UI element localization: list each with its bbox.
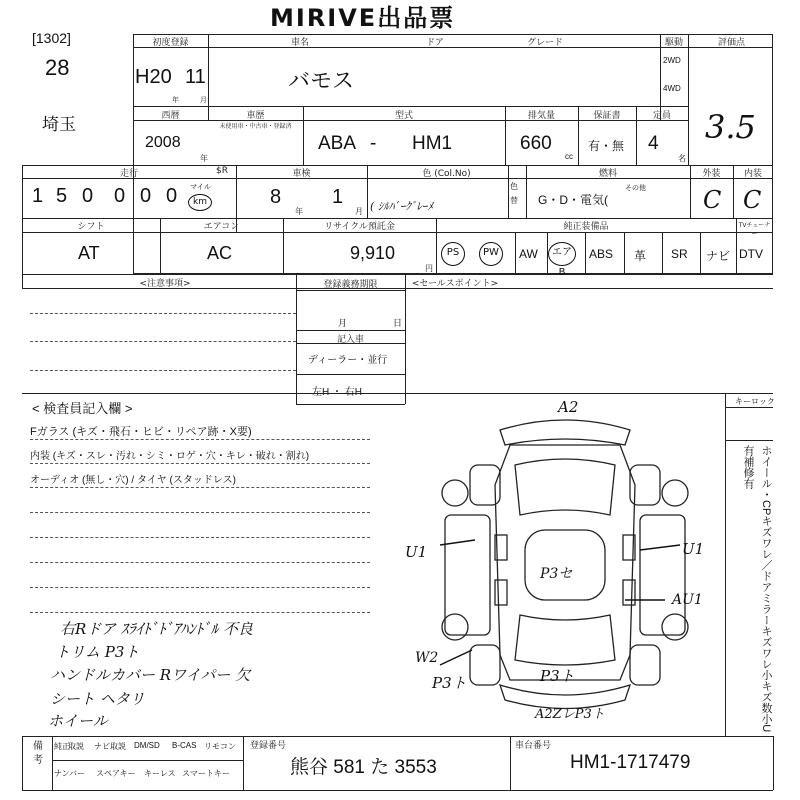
label-tuner: TVチューナー [738, 222, 771, 238]
equipment-aw: AW [519, 247, 538, 261]
displacement-unit: cc [565, 152, 573, 161]
footer-item: スペアキー [96, 769, 136, 778]
inspector-hand-5: ホイール [48, 712, 108, 730]
label-inspector: < 検査員記入欄 > [32, 401, 133, 416]
label-shift: シフト [77, 222, 105, 232]
color-side: 色替 [510, 182, 518, 205]
mileage-digit: 5 [56, 185, 68, 207]
shaken-year: 8 [270, 186, 282, 208]
label-chassis: 車台番号 [515, 741, 552, 751]
mark-au1-right: AU1 [672, 592, 703, 608]
fuel-other: その他 [625, 185, 646, 192]
recycle-yen: 円 [425, 264, 433, 273]
reg-day: 日 [393, 318, 403, 328]
mark-u1-left: U1 [405, 543, 428, 561]
car-name: バモス [288, 68, 355, 93]
mileage-digit: 0 [82, 185, 94, 207]
interior-grade: C [743, 186, 762, 214]
footer-item: リモコン [204, 742, 236, 751]
sheet-title: MIRIVE出品票 [270, 4, 456, 32]
label-door: ドア [426, 38, 444, 48]
label-exterior: 外装 [702, 169, 721, 179]
footer-item: キーレス [144, 769, 176, 778]
mileage-digit: 0 [166, 185, 178, 207]
inspector-line-2: 内装 (キズ・スレ・汚れ・シミ・ロゲ・穴・キレ・破れ・割れ) [30, 451, 310, 462]
mark-p3-bottom: P3ト [540, 667, 575, 685]
label-seireki: 西暦 [161, 111, 180, 121]
warranty: 有・無 [588, 139, 625, 153]
inspector-hand-1: 右Rドア ｽﾗｲﾄﾞﾄﾞｱﾊﾝﾄﾞﾙ 不良 [60, 620, 253, 638]
displacement: 660 [520, 133, 552, 154]
drive-4wd: 4WD [663, 84, 681, 93]
mark-p3-lower-left: P3ト [432, 674, 467, 692]
year-suffix: 年 [200, 154, 208, 163]
footer-item: ナンバー [54, 769, 86, 778]
first-reg-month: 11 [185, 66, 206, 88]
equipment-sr: SR [671, 247, 688, 261]
label-color: 色 (Col.No) [422, 169, 471, 179]
label-hosho: 保証書 [593, 111, 621, 121]
inspector-hand-4: シート ヘタリ [50, 690, 145, 708]
year-value: 2008 [145, 134, 181, 151]
capacity: 4 [648, 133, 659, 154]
label-plate: 登録番号 [250, 741, 287, 751]
reg-month: 月 [338, 318, 348, 328]
mileage-digit: 1 [32, 185, 44, 207]
label-fuel: 燃料 [598, 169, 617, 179]
label-katashiki: 型式 [394, 111, 413, 121]
label-entry-car: 記入車 [336, 335, 364, 345]
label-reg-expiry: 登録義務期限 [323, 280, 378, 290]
label-teiin: 定員 [652, 111, 671, 121]
side-notes: ホイール・CPキズワレ／ドアミラーキズワレ小キズ数小U有補修有 [742, 445, 772, 733]
label-interior: 内装 [743, 169, 762, 179]
mark-bottom-note: A2ZレP3ト [535, 707, 605, 722]
first-reg-nen: 年 [172, 97, 179, 104]
label-first-reg: 初度登録 [152, 38, 189, 48]
equipment-abs: ABS [589, 247, 614, 261]
mark-a2-top: A2 [558, 398, 579, 416]
lot-day: 28 [45, 55, 70, 80]
model-dash: - [370, 133, 377, 154]
mark-u1-right: U1 [682, 540, 705, 558]
drive-2wd: 2WD [663, 56, 681, 65]
model-prefix: ABA [318, 133, 357, 154]
inspector-line-3: オーディオ (無し・穴) / タイヤ (スタッドレス) [30, 475, 236, 486]
mark-p3-center: P3セ [540, 566, 573, 582]
footer-item: B-CAS [172, 741, 197, 750]
label-sales-point: <セールスポイント> [411, 279, 499, 289]
footer-side-label: 備考 [33, 741, 43, 766]
exterior-grade: C [703, 186, 722, 214]
mileage-digit: 0 [140, 185, 152, 207]
footer-item: 取説 [68, 742, 84, 751]
recycle-fee: 9,910 [350, 243, 396, 263]
label-shaken: 車歴 [246, 111, 265, 121]
lot-prefecture: 埼玉 [42, 115, 76, 134]
mileage-unit-top: マイル [190, 184, 211, 191]
chassis-number: HM1-1717479 [570, 752, 691, 773]
label-shaken-sub: 未使用車・中古車・登録済 [219, 123, 292, 130]
shaken-month: 1 [332, 186, 344, 208]
footer-item: 純正 [54, 742, 70, 751]
mileage-unit: km [188, 194, 212, 211]
inspector-hand-3: ハンドルカバー Rワイパー 欠 [50, 666, 251, 684]
equipment-pw: PW [479, 242, 503, 266]
equipment-ps: PS [441, 242, 465, 266]
capacity-unit: 名 [678, 154, 686, 163]
label-soko: 走行 [119, 169, 138, 179]
equipment-row [436, 232, 773, 278]
inspector-hand-2: トリム P3ト [55, 643, 140, 661]
mileage-digit: 0 [114, 185, 126, 207]
first-reg-tsuki: 月 [200, 97, 207, 104]
footer-item: DM/SD [134, 741, 160, 750]
label-score: 評価点 [717, 38, 745, 48]
shaken-nen: 年 [295, 207, 303, 216]
label-equipment: 純正装備品 [563, 222, 609, 232]
shift-value: AT [78, 243, 100, 263]
shaken-tsuki: 月 [355, 207, 363, 216]
label-key-lock: キーロック [735, 397, 775, 406]
footer-item: スマートキー [182, 769, 230, 778]
score-value: 3.5 [705, 108, 756, 146]
first-reg-era: H20 [135, 66, 172, 88]
mark-w2: W2 [415, 650, 439, 666]
label-grade: グレード [526, 38, 563, 48]
equipment-leather: 革 [634, 249, 647, 263]
footer-item: ナビ取説 [94, 742, 126, 751]
mileage-digits [30, 185, 190, 209]
label-drive: 駆動 [664, 38, 683, 48]
plate-number: 熊谷 581 た 3553 [290, 757, 437, 778]
lot-code: [1302] [32, 30, 71, 46]
equipment-dtv: DTV [739, 247, 763, 261]
label-car-name: 車名 [290, 38, 309, 48]
model-code: HM1 [412, 133, 453, 154]
label-meter: $R [216, 166, 228, 176]
label-recycle: リサイクル預託金 [324, 222, 395, 232]
label-shaken2: 車検 [292, 169, 311, 179]
handle-option: 左H ・ 右H [312, 387, 362, 398]
fuel-options: G・D・電気( [538, 193, 608, 207]
inspector-line-1: Fガラス (キズ・飛石・ヒビ・リペア跡・X要) [30, 426, 252, 438]
color-note: ( ｼﾙﾊﾞｰｸﾞﾚｰﾒ [370, 200, 433, 213]
aircon-value: AC [207, 243, 233, 263]
label-haikiryo: 排気量 [527, 111, 555, 121]
equipment-navi: ナビ [706, 249, 731, 263]
label-notes: <注意事項> [139, 279, 191, 289]
label-aircon: エアコン [203, 222, 240, 232]
equipment-airbag: エアB [548, 242, 576, 266]
dealer-option: ディーラー・並行 [308, 355, 388, 366]
